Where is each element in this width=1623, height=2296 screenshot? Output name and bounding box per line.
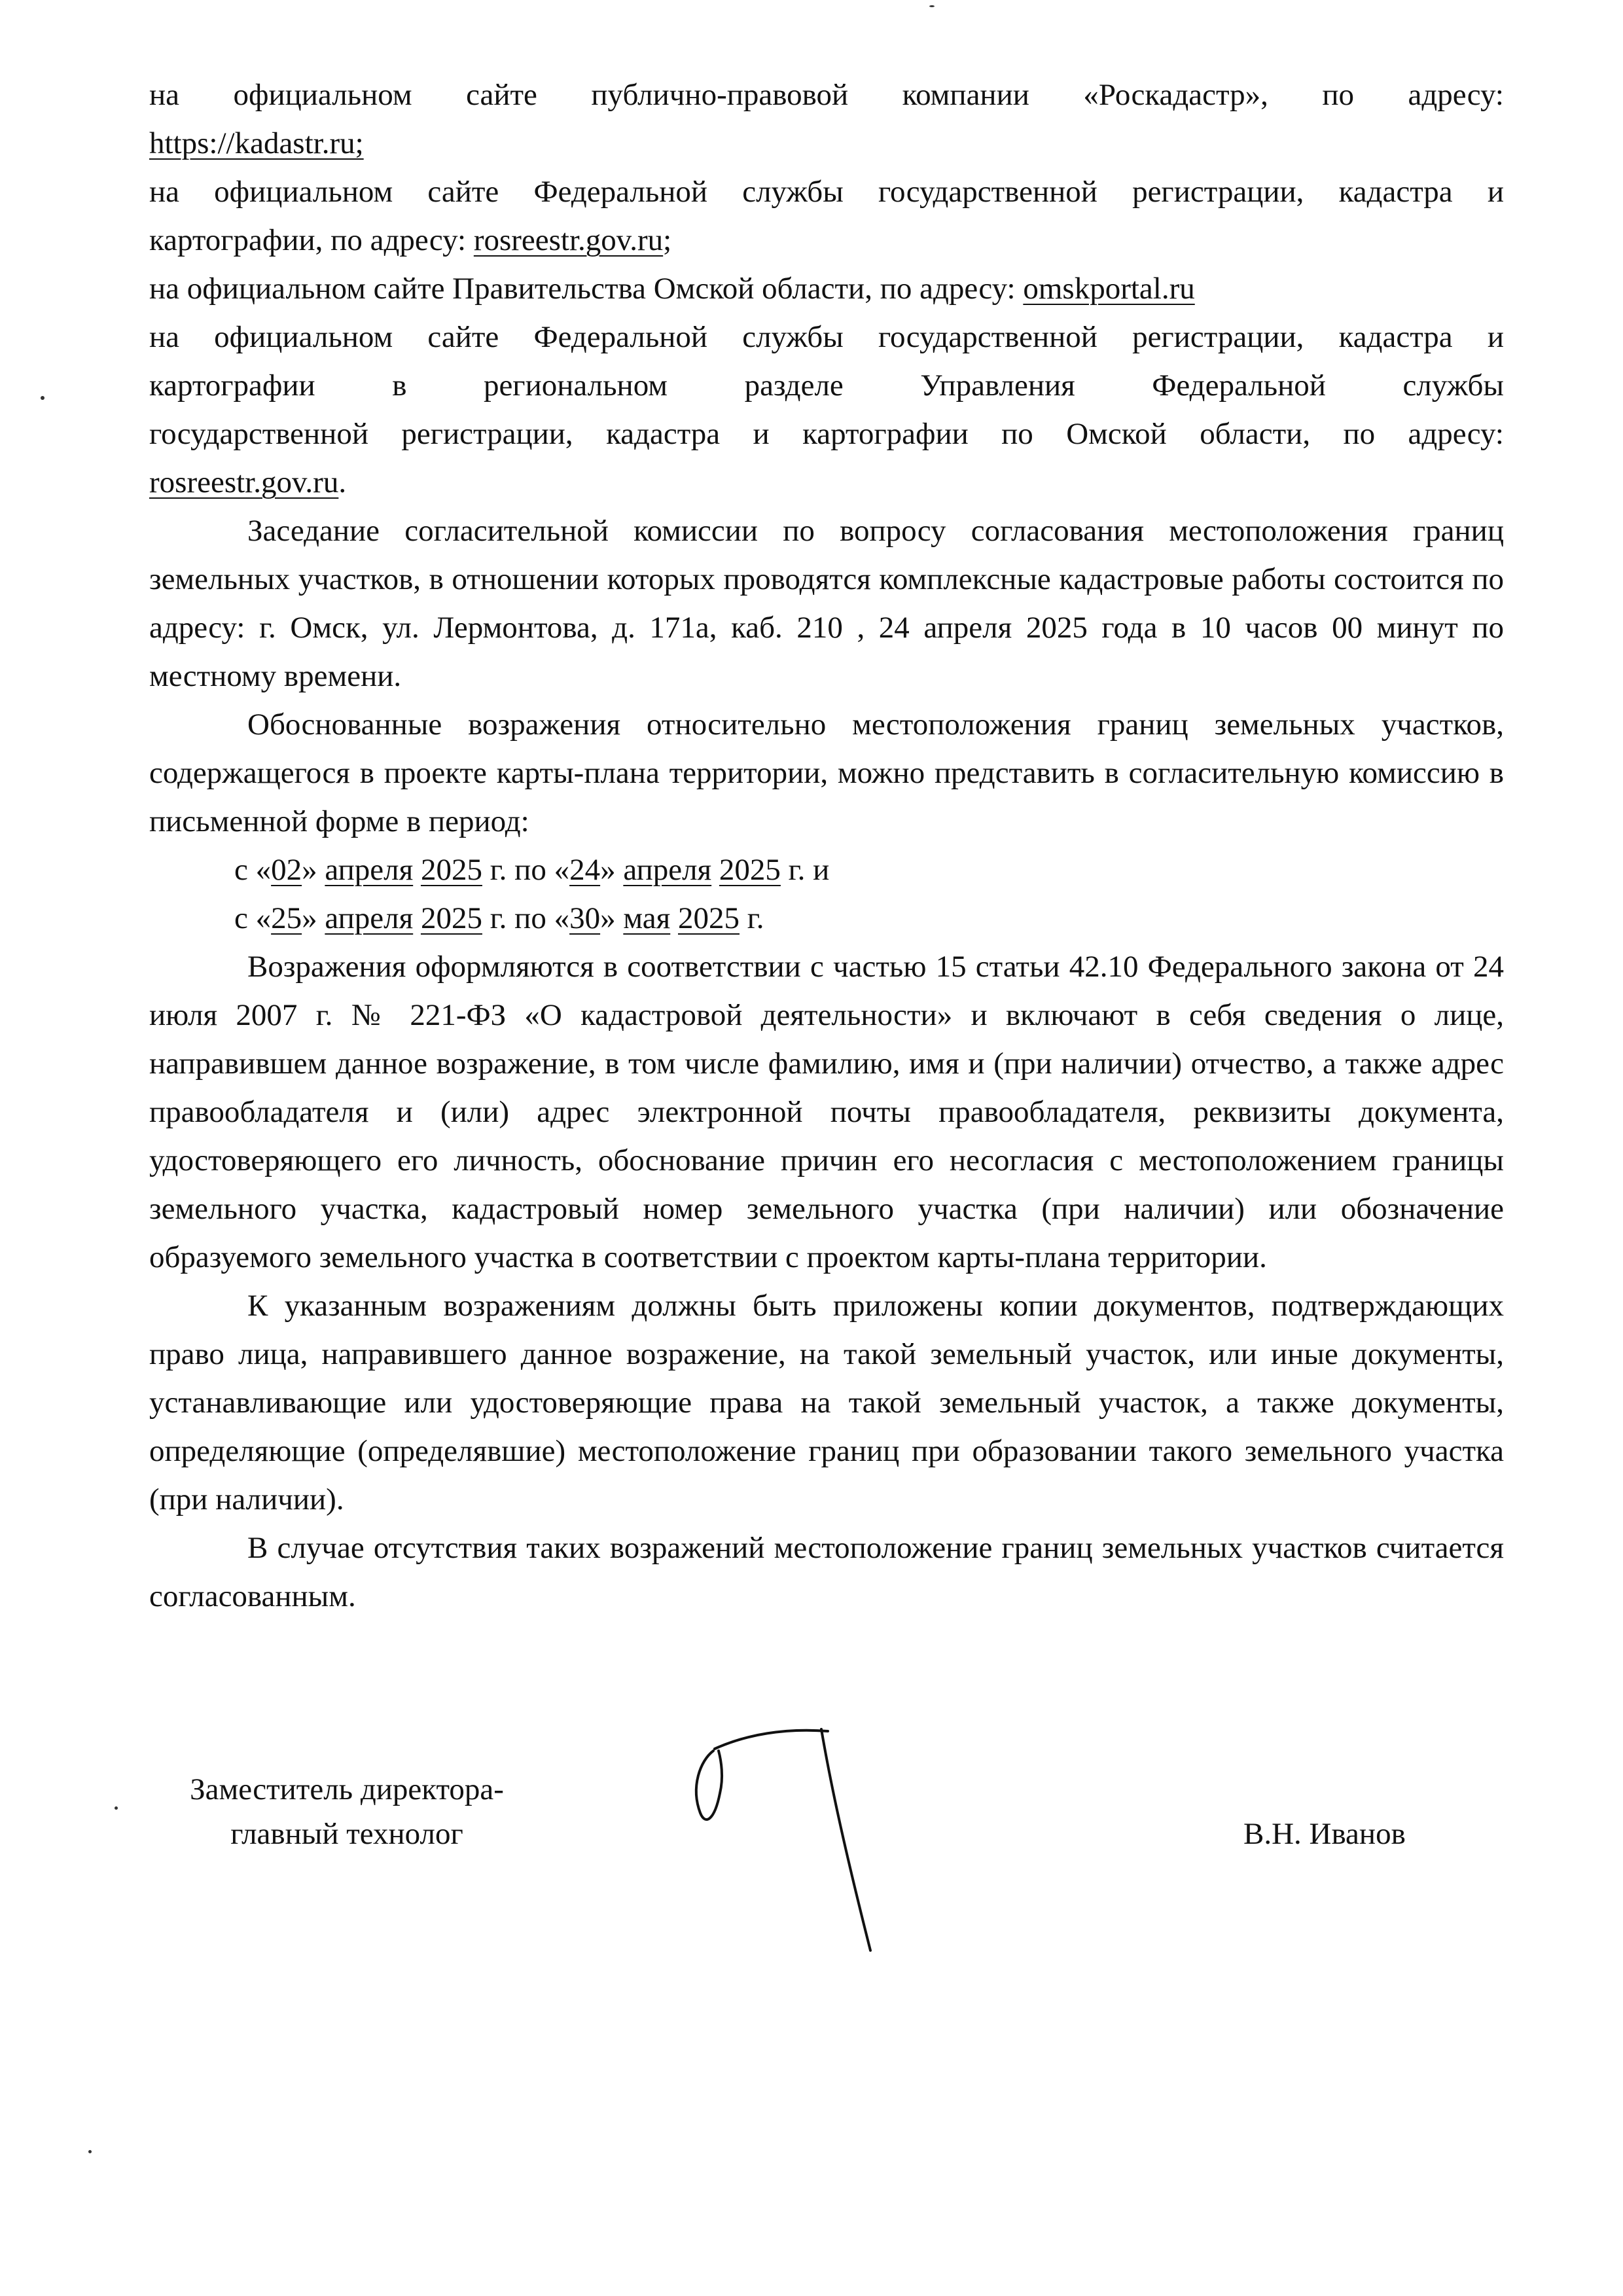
intro-line-8: rosreestr.gov.ru.: [149, 465, 347, 499]
kadastr-link[interactable]: https://kadastr.ru;: [149, 126, 364, 160]
objections-paragraph: Обоснованные возражения относительно местоположения границ земельных участков, содержащегося в проекте карты-плана территории, можно представить в согласительную комиссию в письменной форме в период:: [149, 708, 1504, 838]
attachments-paragraph: К указанным возражениям должны быть приложены копии документов, подтверждающих право лица, направившего данное возражение, на такой земельный участок, или иные документы, устанавливающие или удостоверяющие права на такой земельный участок, а также документы, определяющие (определявшие) местоположение границ при образовании такого земельного участка (при наличии).: [149, 1289, 1504, 1516]
absence-paragraph: В случае отсутствия таких возражений местоположение границ земельных участков считается согласованным.: [149, 1531, 1504, 1613]
scan-speck: [115, 1806, 118, 1810]
scan-speck: [41, 396, 45, 400]
period-2: с «25» апреля 2025 г. по «30» мая 2025 г.: [234, 901, 764, 935]
rosreestr-regional-link[interactable]: rosreestr.gov.ru: [149, 465, 339, 499]
intro-line-4: на официальном сайте Правительства Омской области, по адресу: omskportal.ru: [149, 272, 1195, 306]
intro-line-6: картографии в региональном разделе Управления Федеральной службы: [149, 368, 1504, 403]
intro-line-1-link: [149, 119, 1504, 168]
signatory-title: Заместитель директора- главный технолог: [190, 1772, 504, 1851]
form-paragraph: Возражения оформляются в соответствии с частью 15 статьи 42.10 Федерального закона от 24 июля 2007 г. № 221-ФЗ «О кадастровой деятельности» и включают в себя сведения о лице, направившем данное возражение, в том числе фамилию, имя и (при наличии) отчество, а также адрес правообладателя и (или) адрес электронной почты правообладателя, реквизиты документа, удостоверяющего его личность, обоснование причин его несогласия с местоположением границы земельного участка, кадастровый номер земельного участка (при наличии) или обозначение образуемого земельного участка в соответствии с проектом карты-плана территории.: [149, 950, 1504, 1274]
signatory-name: В.Н. Иванов: [1243, 1817, 1406, 1851]
signature-block: [0, 1715, 1623, 2042]
objection-periods: [149, 846, 1504, 942]
handwritten-signature: [674, 1715, 883, 1964]
rosreestr-link[interactable]: rosreestr.gov.ru: [473, 223, 664, 257]
intro-line-5: на официальном сайте Федеральной службы государственной регистрации, кадастра и: [149, 320, 1504, 354]
period-1: с «02» апреля 2025 г. по «24» апреля 2025 г. и: [234, 853, 830, 887]
scan-speck: [929, 5, 935, 7]
document-body: [149, 71, 1504, 1621]
intro-line-7: государственной регистрации, кадастра и картографии по Омской области, по адресу:: [149, 417, 1504, 451]
scan-speck: [88, 2150, 92, 2153]
intro-line-3: картографии, по адресу: rosreestr.gov.ru;: [149, 223, 672, 257]
meeting-paragraph: Заседание согласительной комиссии по вопросу согласования местоположения границ земельных участков, в отношении которых проводятся комплексные кадастровые работы состоится по адресу: г. Омск, ул. Лермонтова, д. 171а, каб. 210 , 24 апреля 2025 года в 10 часов 00 минут по местному времени.: [149, 514, 1504, 693]
intro-line-2: на официальном сайте Федеральной службы государственной регистрации, кадастра и: [149, 175, 1504, 209]
omskportal-link[interactable]: omskportal.ru: [1023, 272, 1195, 306]
intro-line-1: на официальном сайте публично-правовой компании «Роскадастр», по адресу:: [149, 78, 1504, 112]
